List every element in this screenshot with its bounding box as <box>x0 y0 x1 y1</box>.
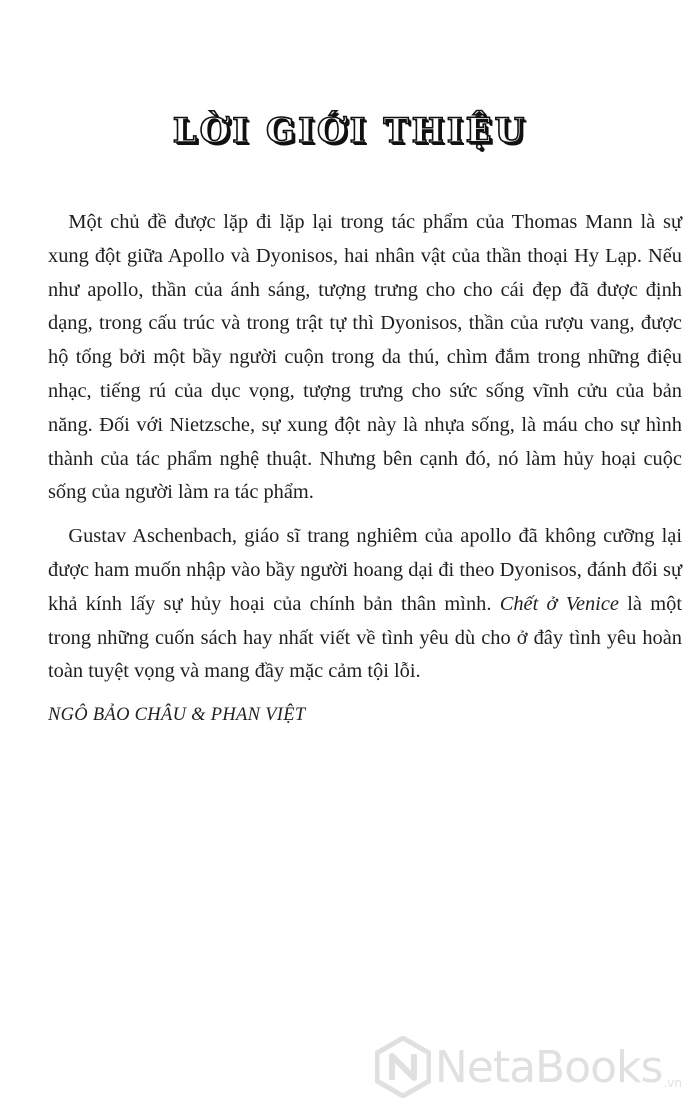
paragraph-2 <box>48 520 682 689</box>
body-text <box>48 206 682 729</box>
paragraph-1 <box>48 206 682 510</box>
watermark-suffix: .vn <box>663 1076 682 1090</box>
signature: NGÔ BẢO CHÂU & PHAN VIỆT <box>48 705 306 726</box>
netabooks-logo-icon <box>375 1036 431 1098</box>
chapter-title: LỜI GIỚI THIỆU <box>172 110 528 151</box>
watermark <box>375 1036 682 1098</box>
paragraph-1-text: Một chủ đề được lặp đi lặp lại trong tác phẩm của Thomas Mann là sự xung đột giữa Apollo và Dyonisos, hai nhân vật của thần thoại Hy Lạp. Nếu như apollo, thần của ánh sáng, tượng trưng cho cho cái đẹp đã được định dạng, trong cấu trúc và trong trật tự thì Dyonisos, thần của rượu vang, được hộ tống bởi một bầy người cuộn trong da thú, chìm đắm trong những điệu nhạc, tiếng rú của dục vọng, tượng trưng cho sức sống vĩnh cửu của bản năng. Đối với Nietzsche, sự xung đột này là nhựa sống, là máu cho sự hình thành của tác phẩm nghệ thuật. Nhưng bên cạnh đó, nó làm hủy hoại cuộc sống của người làm ra tác phẩm. <box>48 211 682 504</box>
watermark-brand: NetaBooks <box>434 1041 663 1093</box>
book-title-italic: Chết ở Venice <box>499 592 619 615</box>
paragraph-2-text-before: Gustav Aschenbach, giáo sĩ trang nghiêm của apollo đã không cưỡng lại được ham muốn nhập vào bầy người hoang dại đi theo Dyonisos, đánh đổi sự khả kính lấy sự hủy hoại của chính bản thân mình. <box>48 525 682 615</box>
paragraph-2-text-after: là một trong những cuốn sách hay nhất viết về tình yêu dù cho ở đây tình yêu hoàn toàn tuyệt vọng và mang đầy mặc cảm tội lỗi. <box>48 592 682 683</box>
